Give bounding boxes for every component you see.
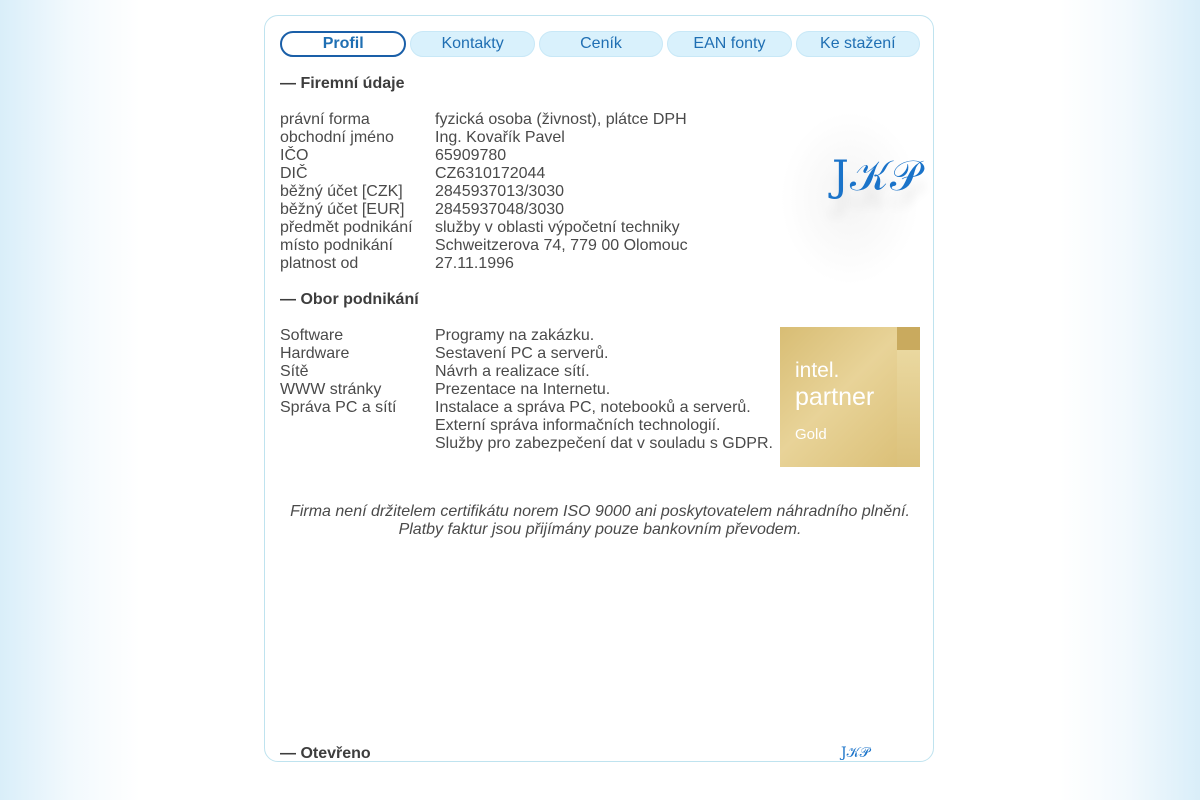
row-key: předmět podnikání [280, 219, 413, 236]
notice-line-2: Platby faktur jsou přijímány pouze bankovním převodem. [398, 521, 802, 538]
open-heading: — Otevřeno [280, 745, 371, 762]
row-key [280, 435, 435, 453]
row-value: Prezentace na Internetu. [435, 381, 611, 398]
row-key: obchodní jméno [280, 129, 394, 146]
tab-ke-stazeni[interactable]: Ke stažení [796, 31, 920, 57]
notice-line-1: Firma není držitelem certifikátu norem ISO 9000 ani poskytovatelem náhradního plnění. [290, 503, 910, 520]
company-row [280, 129, 688, 147]
business-row [280, 399, 773, 417]
row-key [280, 417, 435, 435]
tab-kontakty[interactable]: Kontakty [410, 31, 534, 57]
business-row [280, 435, 773, 453]
row-key: Sítě [280, 363, 309, 380]
company-row [280, 255, 688, 273]
row-value: 65909780 [435, 147, 507, 164]
tab-cenik[interactable]: Ceník [539, 31, 663, 57]
business-row [280, 417, 773, 435]
row-value: 27.11.1996 [435, 255, 514, 272]
business-row [280, 363, 773, 381]
notice [265, 503, 935, 539]
company-row [280, 201, 688, 219]
main-nav [280, 31, 920, 57]
row-value: služby v oblasti výpočetní techniky [435, 219, 680, 236]
row-key: místo podnikání [280, 237, 393, 254]
row-value: Programy na zakázku. [435, 327, 595, 344]
row-value: Schweitzerova 74, 779 00 Olomouc [435, 237, 688, 254]
content-panel [264, 15, 934, 762]
row-value: Externí správa informačních technologií. [435, 417, 721, 434]
row-key: běžný účet [CZK] [280, 183, 403, 200]
row-key: DIČ [280, 165, 308, 182]
row-key: WWW stránky [280, 381, 382, 398]
intel-partner-badge [780, 327, 920, 467]
badge-corner [897, 327, 920, 350]
partner-text: partner [795, 383, 875, 411]
business-details [280, 327, 773, 453]
company-row [280, 183, 688, 201]
row-key: Hardware [280, 345, 350, 362]
company-row [280, 165, 688, 183]
badge-stripe [897, 350, 920, 467]
tab-profil[interactable]: Profil [280, 31, 406, 57]
logo-text: J𝒦𝒫 [832, 151, 922, 200]
row-value: Ing. Kovařík Pavel [435, 129, 565, 146]
row-value: Návrh a realizace sítí. [435, 363, 590, 380]
row-value: CZ6310172044 [435, 165, 546, 182]
row-key: Správa PC a sítí [280, 399, 397, 416]
company-row [280, 237, 688, 255]
company-heading: — Firemní údaje [280, 75, 405, 92]
row-key: platnost od [280, 255, 359, 272]
company-row [280, 219, 688, 237]
business-heading: — Obor podnikání [280, 291, 419, 308]
row-value: fyzická osoba (živnost), plátce DPH [435, 111, 687, 128]
row-key: běžný účet [EUR] [280, 201, 405, 218]
company-row [280, 111, 688, 129]
gold-tier-text: Gold [795, 426, 827, 443]
tab-ean-fonty[interactable]: EAN fonty [667, 31, 791, 57]
company-logo [780, 111, 920, 286]
row-key: Software [280, 327, 344, 344]
footer-logo: J𝒦𝒫 [841, 745, 870, 761]
business-row [280, 327, 773, 345]
intel-logo-text: intel. [795, 359, 840, 382]
row-value: Služby pro zabezpečení dat v souladu s GDPR. [435, 435, 773, 452]
row-value: 2845937013/3030 [435, 183, 565, 200]
company-details [280, 111, 688, 273]
row-value: 2845937048/3030 [435, 201, 565, 218]
row-value: Instalace a správa PC, notebooků a serverů. [435, 399, 751, 416]
business-row [280, 345, 773, 363]
row-value: Sestavení PC a serverů. [435, 345, 609, 362]
company-row [280, 147, 688, 165]
business-row [280, 381, 773, 399]
row-key: právní forma [280, 111, 370, 128]
row-key: IČO [280, 147, 309, 164]
